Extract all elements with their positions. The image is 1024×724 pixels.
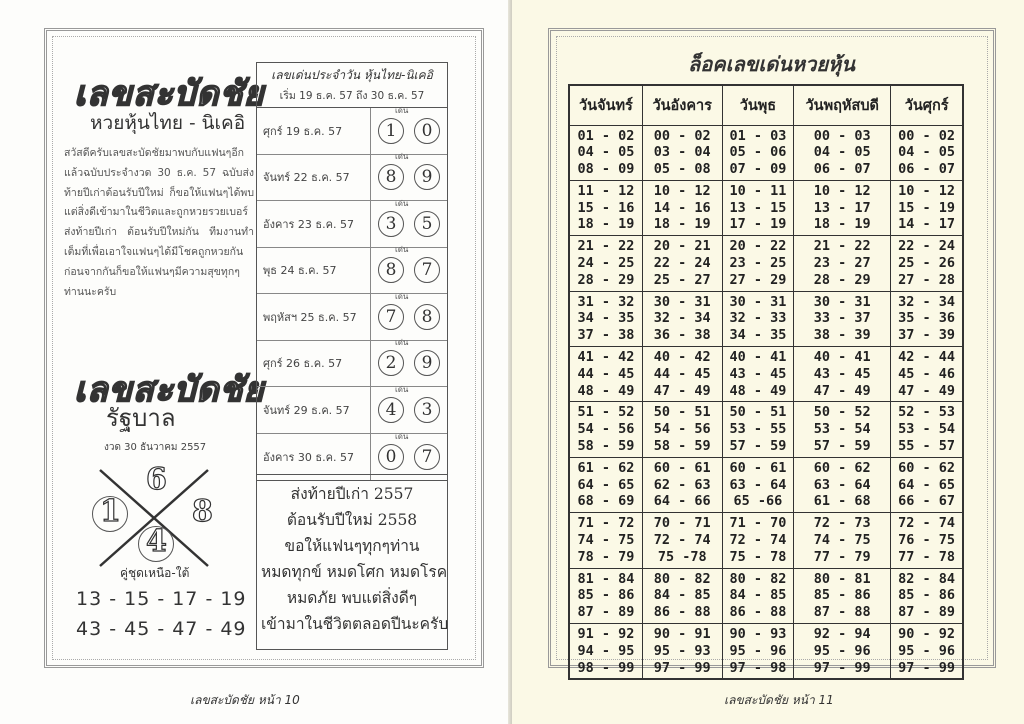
number-row-2: 43 - 45 - 47 - 49: [76, 618, 247, 640]
number-pair: 34 - 35: [729, 327, 787, 344]
daily-row: [257, 105, 447, 155]
number-pair: 43 - 45: [729, 365, 787, 382]
number-pair: 60 - 61: [653, 459, 711, 476]
number-pair: 90 - 91: [653, 626, 711, 643]
number-pair: 08 - 09: [577, 161, 635, 178]
number-pair: 75 -78: [657, 548, 707, 565]
number-pair: 66 - 67: [898, 493, 956, 510]
number-pair: 22 - 24: [898, 238, 956, 255]
number-group-row: [569, 402, 963, 457]
number-pair: 60 - 62: [813, 459, 871, 476]
number-pair: 37 - 38: [577, 327, 635, 344]
number-cell: [642, 457, 722, 512]
number-pair: 64 - 66: [653, 493, 711, 510]
daily-row-date: อังคาร 23 ธ.ค. 57: [257, 201, 371, 247]
number-cell: [722, 236, 794, 291]
number-pair: 63 - 64: [729, 476, 787, 493]
number-pair: 70 - 71: [653, 515, 711, 532]
number-pair: 76 - 75: [898, 532, 956, 549]
number-cell: [642, 236, 722, 291]
daily-row-numbers: [371, 291, 447, 330]
number-pair: 06 - 07: [898, 161, 956, 178]
daily-row-numbers: [371, 198, 447, 237]
daily-table-header: [257, 63, 447, 108]
lucky-number: 0: [378, 444, 404, 470]
number-cell: [569, 291, 642, 346]
number-pair: 05 - 08: [653, 161, 711, 178]
lucky-tag: เด่น: [395, 338, 409, 348]
number-pair: 32 - 34: [898, 293, 956, 310]
number-pair: 24 - 25: [577, 255, 635, 272]
number-pair: 31 - 32: [577, 293, 635, 310]
number-cell: [569, 347, 642, 402]
number-cell: [891, 347, 963, 402]
number-pair: 33 - 37: [813, 310, 871, 327]
daily-row-date: พุธ 24 ธ.ค. 57: [257, 248, 371, 294]
number-cell: [569, 402, 642, 457]
number-pair: 23 - 25: [729, 255, 787, 272]
number-cell: [569, 624, 642, 680]
number-pair: 60 - 62: [898, 459, 956, 476]
lucky-number: 3: [414, 397, 440, 423]
number-cell: [722, 347, 794, 402]
daily-row: [257, 384, 447, 434]
lucky-number: 8: [414, 304, 440, 330]
header-friday: วันศุกร์: [891, 85, 963, 125]
number-pair: 84 - 85: [653, 587, 711, 604]
number-cell: [891, 624, 963, 680]
number-pair: 74 - 75: [813, 532, 871, 549]
page-footer-left: เลขสะบัดชัย หน้า 10: [190, 693, 300, 707]
number-pair: 32 - 33: [729, 310, 787, 327]
number-pair: 18 - 19: [653, 216, 711, 233]
number-pair: 63 - 64: [813, 476, 871, 493]
number-pair: 77 - 78: [898, 548, 956, 565]
weekday-header-row: [569, 85, 963, 125]
number-pair: 10 - 12: [898, 182, 956, 199]
number-cell: [642, 402, 722, 457]
number-pair: 15 - 16: [577, 199, 635, 216]
number-group-row: [569, 236, 963, 291]
number-pair: 72 - 74: [729, 532, 787, 549]
number-group-row: [569, 125, 963, 180]
number-pair: 21 - 22: [813, 238, 871, 255]
number-pair: 40 - 42: [653, 349, 711, 366]
number-pair: 58 - 59: [653, 438, 711, 455]
number-cell: [642, 568, 722, 623]
cross-number-left: 1: [100, 494, 121, 529]
number-cell: [794, 568, 891, 623]
weekly-lock-body: [569, 125, 963, 679]
daily-row-date: ศุกร์ 19 ธ.ค. 57: [257, 108, 371, 154]
number-pair: 53 - 55: [729, 421, 787, 438]
number-pair: 65 -66: [733, 493, 783, 510]
number-pair: 45 - 46: [898, 365, 956, 382]
number-pair: 42 - 44: [898, 349, 956, 366]
number-pair: 80 - 82: [653, 570, 711, 587]
number-pair: 53 - 54: [898, 421, 956, 438]
daily-row-numbers: [371, 338, 447, 376]
number-cell: [722, 624, 794, 680]
number-pair: 87 - 88: [813, 604, 871, 621]
number-cell: [891, 180, 963, 235]
number-pair: 72 - 74: [653, 532, 711, 549]
number-pair: 04 - 05: [813, 144, 871, 161]
lucky-tag: เด่น: [395, 152, 409, 162]
number-pair: 07 - 09: [729, 161, 787, 178]
number-pair: 98 - 99: [577, 659, 635, 676]
number-group-row: [569, 457, 963, 512]
number-pair: 74 - 75: [577, 532, 635, 549]
number-pair: 77 - 79: [813, 548, 871, 565]
daily-table-range: เริ่ม 19 ธ.ค. 57 ถึง 30 ธ.ค. 57: [279, 90, 425, 102]
daily-row: [257, 198, 447, 248]
number-pair: 52 - 53: [898, 404, 956, 421]
number-cell: [722, 402, 794, 457]
number-cell: [891, 291, 963, 346]
number-pair: 85 - 86: [813, 587, 871, 604]
number-cell: [794, 236, 891, 291]
weekly-lock-table: [568, 84, 964, 680]
number-pair: 47 - 49: [653, 382, 711, 399]
cross-number-top: 6: [146, 462, 167, 497]
number-pair: 72 - 73: [813, 515, 871, 532]
number-row-1: 13 - 15 - 17 - 19: [76, 588, 247, 610]
number-pair: 61 - 62: [577, 459, 635, 476]
number-pair: 97 - 99: [813, 659, 871, 676]
number-pair: 87 - 89: [898, 604, 956, 621]
number-pair: 04 - 05: [898, 144, 956, 161]
number-pair: 10 - 12: [813, 182, 871, 199]
lucky-number: 9: [414, 164, 440, 190]
number-cell: [891, 125, 963, 180]
number-cell: [722, 291, 794, 346]
number-pair: 00 - 02: [898, 127, 956, 144]
number-pair: 86 - 88: [653, 604, 711, 621]
number-cell: [642, 624, 722, 680]
number-pair: 18 - 19: [813, 216, 871, 233]
number-cell: [794, 457, 891, 512]
number-pair: 75 - 78: [729, 548, 787, 565]
number-pair: 60 - 61: [729, 459, 787, 476]
lucky-number: 8: [378, 257, 404, 283]
cross-number-bottom: 4: [146, 524, 167, 559]
lucky-number: 2: [378, 350, 404, 376]
number-pair: 38 - 39: [813, 327, 871, 344]
number-pair: 44 - 45: [577, 365, 635, 382]
number-group-row: [569, 568, 963, 623]
number-pair: 54 - 56: [577, 421, 635, 438]
number-pair: 10 - 12: [653, 182, 711, 199]
number-pair: 13 - 15: [729, 199, 787, 216]
number-pair: 22 - 24: [653, 255, 711, 272]
daily-row-date: ศุกร์ 26 ธ.ค. 57: [257, 341, 371, 387]
lucky-tag: เด่น: [395, 431, 409, 441]
number-pair: 03 - 04: [653, 144, 711, 161]
number-cell: [891, 513, 963, 568]
lucky-tag: เด่น: [395, 291, 409, 301]
number-pair: 71 - 70: [729, 515, 787, 532]
number-group-row: [569, 180, 963, 235]
lucky-tag: เด่น: [395, 245, 409, 255]
number-cell: [891, 568, 963, 623]
number-pair: 81 - 84: [577, 570, 635, 587]
daily-row: [257, 291, 447, 341]
number-pair: 10 - 11: [729, 182, 787, 199]
number-group-row: [569, 347, 963, 402]
new-year-line: ส่งท้ายปีเก่า 2557: [290, 485, 414, 503]
number-pair: 23 - 27: [813, 255, 871, 272]
draw-date: งวด 30 ธันวาคม 2557: [104, 442, 207, 453]
number-cell: [642, 125, 722, 180]
number-pair: 87 - 89: [577, 604, 635, 621]
header-tuesday: วันอังคาร: [642, 85, 722, 125]
new-year-line: หมดภัย พบแต่สิ่งดีๆ: [286, 589, 418, 607]
page-footer-right: เลขสะบัดชัย หน้า 11: [724, 693, 834, 707]
lucky-number: 3: [378, 211, 404, 237]
daily-row: [257, 152, 447, 202]
cross-number-right: 8: [192, 494, 213, 529]
number-pair: 82 - 84: [898, 570, 956, 587]
daily-row-date: จันทร์ 29 ธ.ค. 57: [257, 387, 371, 433]
number-cell: [569, 513, 642, 568]
lucky-number: 1: [378, 118, 404, 144]
daily-row: [257, 338, 447, 388]
number-pair: 64 - 65: [577, 476, 635, 493]
daily-lucky-table: [256, 62, 448, 481]
number-cell: [794, 347, 891, 402]
number-pair: 06 - 07: [813, 161, 871, 178]
number-pair: 95 - 96: [813, 642, 871, 659]
lucky-number: 5: [414, 211, 440, 237]
daily-row: [257, 245, 447, 295]
number-pair: 55 - 57: [898, 438, 956, 455]
lucky-number: 8: [378, 164, 404, 190]
number-pair: 84 - 85: [729, 587, 787, 604]
number-pair: 28 - 29: [577, 271, 635, 288]
daily-row-numbers: [371, 152, 447, 190]
number-group-row: [569, 513, 963, 568]
number-pair: 00 - 02: [653, 127, 711, 144]
number-pair: 97 - 99: [653, 659, 711, 676]
number-cell: [794, 402, 891, 457]
number-cell: [569, 568, 642, 623]
number-cell: [722, 125, 794, 180]
number-pair: 62 - 63: [653, 476, 711, 493]
number-pair: 28 - 29: [813, 271, 871, 288]
number-cell: [722, 513, 794, 568]
number-cell: [642, 347, 722, 402]
number-pair: 47 - 49: [898, 382, 956, 399]
number-pair: 72 - 74: [898, 515, 956, 532]
lucky-tag: เด่น: [395, 105, 409, 115]
number-pair: 86 - 88: [729, 604, 787, 621]
header-wednesday: วันพุธ: [722, 85, 794, 125]
number-cell: [642, 291, 722, 346]
lucky-number: 7: [414, 257, 440, 283]
number-pair: 48 - 49: [577, 382, 635, 399]
number-pair: 48 - 49: [729, 382, 787, 399]
number-pair: 71 - 72: [577, 515, 635, 532]
number-cell: [722, 180, 794, 235]
number-pair: 01 - 03: [729, 127, 787, 144]
number-cell: [891, 236, 963, 291]
number-cell: [642, 513, 722, 568]
number-cell: [794, 291, 891, 346]
daily-table-title: เลขเด่นประจำวัน หุ้นไทย-นิเคอิ: [271, 68, 433, 82]
number-pair: 41 - 42: [577, 349, 635, 366]
daily-row-numbers: [371, 105, 447, 144]
lucky-tag: เด่น: [395, 384, 409, 394]
number-pair: 18 - 19: [577, 216, 635, 233]
number-pair: 95 - 93: [653, 642, 711, 659]
intro-paragraph: สวัสดีครับเลขสะบัดชัยมาพบกับแฟนๆอีกแล้วฉบับประจำงวด 30 ธ.ค. 57 ฉบับส่งท้ายปีเก่าต้อนรับปีใหม่ ก็ขอให้แฟนๆได้พบแต่สิ่งดีเข้ามาในชีวิตและถูกหวยรวยเบอร์ส่งท้ายปีเก่า ต้อนรับปีใหม่กัน ทีมงานทำเต็มที่เพื่อเอาใจแฟนๆได้มีโชคถูกหวยกันก่อนจากกันก็ขอให้แฟนๆมีความสุขทุกๆท่านนะครับ: [64, 147, 254, 298]
number-pair: 85 - 86: [898, 587, 956, 604]
lucky-tag: เด่น: [395, 198, 409, 208]
number-cell: [569, 236, 642, 291]
pair-label: คู่ชุดเหนือ-ใต้: [120, 566, 190, 580]
number-cell: [569, 180, 642, 235]
number-pair: 50 - 51: [653, 404, 711, 421]
number-pair: 14 - 16: [653, 199, 711, 216]
number-pair: 80 - 82: [729, 570, 787, 587]
daily-row-date: อังคาร 30 ธ.ค. 57: [257, 434, 371, 481]
number-cell: [569, 125, 642, 180]
daily-row-numbers: [371, 245, 447, 283]
header-monday: วันจันทร์: [569, 85, 642, 125]
number-pair: 20 - 22: [729, 238, 787, 255]
number-pair: 30 - 31: [653, 293, 711, 310]
daily-row-numbers: [371, 431, 447, 470]
number-pair: 17 - 19: [729, 216, 787, 233]
number-pair: 47 - 49: [813, 382, 871, 399]
daily-row-numbers: [371, 384, 447, 423]
number-pair: 20 - 21: [653, 238, 711, 255]
number-pair: 21 - 22: [577, 238, 635, 255]
lucky-number: 7: [378, 304, 404, 330]
number-pair: 30 - 31: [813, 293, 871, 310]
new-year-message-box: [256, 474, 448, 650]
logo-title-2: เลขสะบัดชัย: [74, 370, 265, 410]
number-pair: 91 - 92: [577, 626, 635, 643]
number-pair: 57 - 59: [729, 438, 787, 455]
number-pair: 97 - 98: [729, 659, 787, 676]
number-pair: 27 - 29: [729, 271, 787, 288]
number-pair: 53 - 54: [813, 421, 871, 438]
logo-title: เลขสะบัดชัย: [74, 74, 265, 114]
cross-number-diagram: [80, 462, 230, 572]
number-pair: 68 - 69: [577, 493, 635, 510]
number-group-row: [569, 291, 963, 346]
lucky-number: 7: [414, 444, 440, 470]
number-cell: [722, 457, 794, 512]
number-pair: 30 - 31: [729, 293, 787, 310]
right-page-title: ล็อคเลขเด่นหวยหุ้น: [688, 52, 855, 76]
daily-row-date: จันทร์ 22 ธ.ค. 57: [257, 155, 371, 201]
lucky-number: 0: [414, 118, 440, 144]
number-pair: 94 - 95: [577, 642, 635, 659]
subtitle-government: รัฐบาล: [106, 404, 176, 432]
new-year-line: หมดทุกข์ หมดโศก หมดโรค: [261, 563, 448, 581]
lucky-number: 4: [378, 397, 404, 423]
number-pair: 80 - 81: [813, 570, 871, 587]
number-pair: 85 - 86: [577, 587, 635, 604]
number-cell: [794, 180, 891, 235]
number-cell: [794, 125, 891, 180]
number-cell: [794, 624, 891, 680]
number-pair: 13 - 17: [813, 199, 871, 216]
number-pair: 95 - 96: [729, 642, 787, 659]
number-pair: 27 - 28: [898, 271, 956, 288]
number-pair: 95 - 96: [898, 642, 956, 659]
number-pair: 05 - 06: [729, 144, 787, 161]
number-pair: 64 - 65: [898, 476, 956, 493]
subtitle-thai-nikkei: หวยหุ้นไทย - นิเคอิ: [90, 112, 246, 134]
new-year-line: ต้อนรับปีใหม่ 2558: [286, 511, 418, 529]
number-cell: [569, 457, 642, 512]
number-pair: 25 - 26: [898, 255, 956, 272]
number-pair: 34 - 35: [577, 310, 635, 327]
number-pair: 78 - 79: [577, 548, 635, 565]
number-pair: 11 - 12: [577, 182, 635, 199]
number-pair: 44 - 45: [653, 365, 711, 382]
number-pair: 37 - 39: [898, 327, 956, 344]
number-pair: 00 - 03: [813, 127, 871, 144]
number-cell: [891, 457, 963, 512]
new-year-line: เข้ามาในชีวิตตลอดปีนะครับ: [261, 615, 449, 633]
number-pair: 15 - 19: [898, 199, 956, 216]
number-pair: 35 - 36: [898, 310, 956, 327]
number-pair: 01 - 02: [577, 127, 635, 144]
number-pair: 50 - 51: [729, 404, 787, 421]
number-pair: 92 - 94: [813, 626, 871, 643]
number-pair: 25 - 27: [653, 271, 711, 288]
number-pair: 57 - 59: [813, 438, 871, 455]
number-cell: [891, 402, 963, 457]
number-pair: 32 - 34: [653, 310, 711, 327]
header-thursday: วันพฤหัสบดี: [794, 85, 891, 125]
number-cell: [722, 568, 794, 623]
new-year-line: ขอให้แฟนๆทุกๆท่าน: [284, 537, 420, 555]
number-cell: [642, 180, 722, 235]
number-pair: 40 - 41: [729, 349, 787, 366]
number-pair: 61 - 68: [813, 493, 871, 510]
number-pair: 14 - 17: [898, 216, 956, 233]
daily-row-date: พฤหัสฯ 25 ธ.ค. 57: [257, 294, 371, 340]
number-pair: 50 - 52: [813, 404, 871, 421]
number-pair: 36 - 38: [653, 327, 711, 344]
number-pair: 58 - 59: [577, 438, 635, 455]
lucky-number: 9: [414, 350, 440, 376]
number-pair: 04 - 05: [577, 144, 635, 161]
number-pair: 40 - 41: [813, 349, 871, 366]
number-pair: 97 - 99: [898, 659, 956, 676]
number-group-row: [569, 624, 963, 680]
number-pair: 43 - 45: [813, 365, 871, 382]
number-pair: 51 - 52: [577, 404, 635, 421]
number-pair: 90 - 92: [898, 626, 956, 643]
number-pair: 54 - 56: [653, 421, 711, 438]
number-cell: [794, 513, 891, 568]
number-pair: 90 - 93: [729, 626, 787, 643]
